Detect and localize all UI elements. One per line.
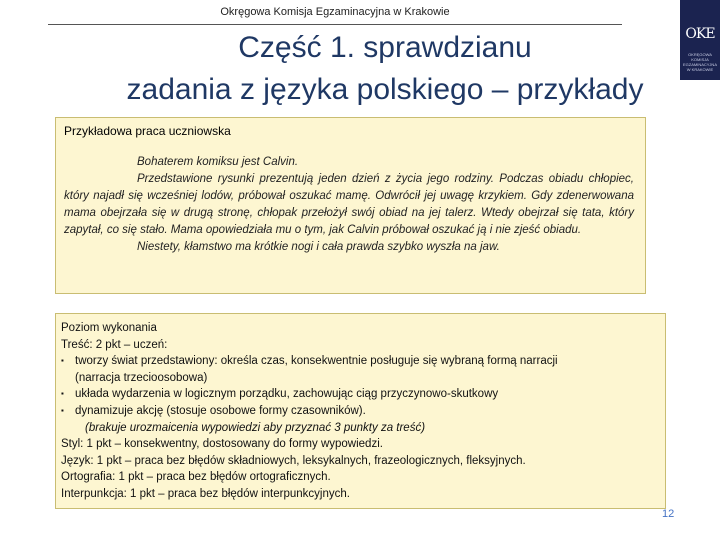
- logo-text: OKRĘGOWA KOMISJA EGZAMINACYJNA W KRAKOWIE: [682, 52, 717, 72]
- slide-title-line1: Część 1. sprawdzianu: [238, 31, 532, 64]
- criterion-continuation: (narracja trzecioosobowa): [75, 371, 208, 384]
- story-paragraph: Bohaterem komiksu jest Calvin.: [137, 156, 299, 168]
- spelling-score: Ortografia: 1 pkt – praca bez błędów ortograficznych.: [61, 471, 331, 484]
- content-label: Treść: 2 pkt – uczeń:: [61, 338, 168, 351]
- grading-note: (brakuje urozmaicenia wypowiedzi aby przyznać 3 punkty za treść): [85, 421, 426, 434]
- criterion-text: dynamizuje akcję (stosuje osobowe formy czasowników).: [75, 404, 366, 417]
- example-heading: Przykładowa praca uczniowska: [64, 124, 231, 138]
- example-story: [64, 154, 634, 256]
- language-score: Język: 1 pkt – praca bez błędów składniowych, leksykalnych, frazeologicznych, fleksyjnych.: [61, 454, 526, 467]
- criterion-bullet: [61, 353, 659, 370]
- criterion-text: układa wydarzenia w logicznym porządku, zachowując ciąg przyczynowo-skutkowy: [75, 388, 499, 401]
- logo-mark: OKE: [685, 26, 715, 42]
- criterion-bullet: [61, 403, 659, 420]
- page-number: 12: [662, 508, 675, 520]
- story-paragraph: Przedstawione rysunki prezentują jeden dzień z życia jego rodziny. Podczas obiadu chłopiec, który najadł się wcześniej lodów, próbował oszukać mamę. Odwrócił jej uwagę krzykiem. Gdy zdenerwowana mama obejrzała się w drugą stronę, chłopak przełożył swój obiad na jej talerz. Wtedy obejrzał się tata, który zapytał, co się stało. Mama opowiedziała mu o tym, jak Calvin próbował oszukać ją i nie zjeść obiadu.: [64, 173, 634, 236]
- grading-heading: Poziom wykonania: [61, 322, 157, 334]
- organization-name: Okręgowa Komisja Egzaminacyjna w Krakowie: [220, 6, 450, 18]
- example-work-box: [55, 117, 646, 294]
- style-score: Styl: 1 pkt – konsekwentny, dostosowany do formy wypowiedzi.: [61, 438, 383, 451]
- header-divider: [48, 24, 622, 25]
- grading-box: [55, 313, 666, 509]
- criterion-text: tworzy świat przedstawiony: określa czas, konsekwentnie posługuje się wybraną formą narracji: [75, 355, 558, 368]
- grading-content: [61, 320, 659, 503]
- slide-title-line2: zadania z języka polskiego – przykłady: [126, 73, 644, 106]
- punctuation-score: Interpunkcja: 1 pkt – praca bez błędów interpunkcyjnych.: [61, 487, 350, 500]
- criterion-bullet: [61, 386, 659, 403]
- story-paragraph: Niestety, kłamstwo ma krótkie nogi i cała prawda szybko wyszła na jaw.: [137, 241, 500, 253]
